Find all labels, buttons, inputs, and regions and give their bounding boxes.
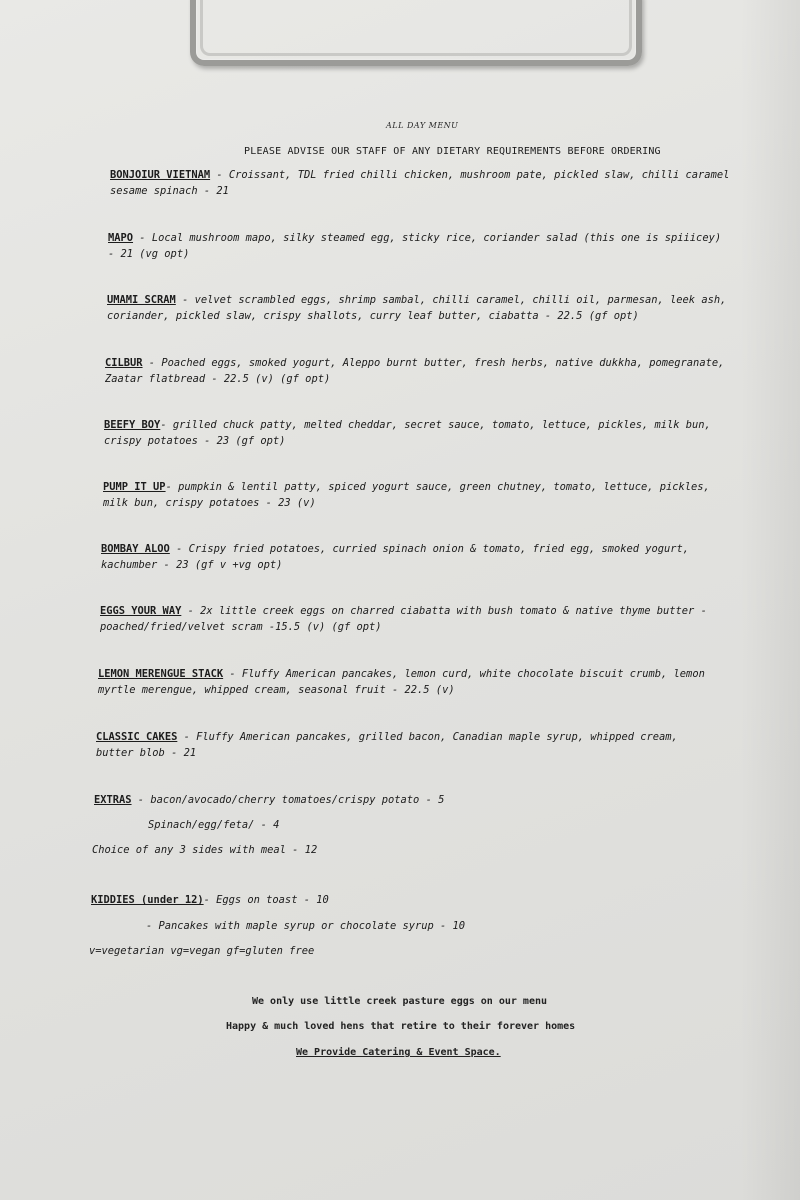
extras-sides: Choice of any 3 sides with meal - 12 — [92, 844, 318, 856]
menu-item-name: EGGS YOUR WAY — [100, 605, 182, 617]
menu-item-desc: Fluffy American pancakes, lemon curd, white chocolate biscuit crumb, lemon myrtle merengue, whipped cream, seasonal fruit - 22.5 (v) — [98, 668, 705, 696]
extras-heading: EXTRAS — [94, 794, 132, 806]
kiddies-second: - Pancakes with maple syrup or chocolate syrup - 10 — [146, 920, 466, 932]
menu-item-name: UMAMI SCRAM — [107, 294, 176, 306]
dietary-advisory: PLEASE ADVISE OUR STAFF OF ANY DIETARY REQUIREMENTS BEFORE ORDERING — [244, 146, 661, 157]
menu-item-name: BONJOIUR VIETNAM — [110, 169, 211, 181]
menu-item-name: BEEFY BOY — [104, 419, 161, 431]
menu-item: MAPO - Local mushroom mapo, silky steamed egg, sticky rice, coriander salad (this one is spiiicey) - 21 (vg opt) — [108, 232, 722, 260]
extras-second: Spinach/egg/feta/ - 4 — [148, 819, 280, 831]
menu-item-desc: velvet scrambled eggs, shrimp sambal, chilli caramel, chilli oil, parmesan, leek ash, coriander, pickled slaw, crispy shallots, curry leaf butter, ciabatta - 22.5 (gf opt) — [107, 294, 727, 322]
menu-item: PUMP IT UP- pumpkin & lentil patty, spiced yogurt sauce, green chutney, tomato, lettuce, pickles, milk bun, crispy potatoes - 23 (v) — [103, 481, 710, 509]
eggs-note: We only use little creek pasture eggs on our menu — [252, 996, 548, 1007]
menu-item-name: MAPO — [108, 232, 134, 244]
menu-item: EGGS YOUR WAY - 2x little creek eggs on charred ciabatta with bush tomato & native thyme butter - poached/fried/velvet scram -15.5 (v) (gf opt) — [100, 605, 707, 633]
menu-item-desc: grilled chuck patty, melted cheddar, secret sauce, tomato, lettuce, pickles, milk bun, crispy potatoes - 23 (gf opt) — [104, 419, 711, 447]
menu-item: CILBUR - Poached eggs, smoked yogurt, Aleppo burnt butter, fresh herbs, native dukkha, pomegranate, Zaatar flatbread - 22.5 (v) (gf opt) — [105, 357, 725, 385]
menu-item-desc: Poached eggs, smoked yogurt, Aleppo burnt butter, fresh herbs, native dukkha, pomegranate, Zaatar flatbread - 22.5 (v) (gf opt) — [105, 357, 725, 385]
menu-item: CLASSIC CAKES - Fluffy American pancakes, grilled bacon, Canadian maple syrup, whipped cream, butter blob - 21 — [96, 731, 678, 759]
menu-item-desc: 2x little creek eggs on charred ciabatta with bush tomato & native thyme butter - poached/fried/velvet scram -15.5 (v) (gf opt) — [100, 605, 707, 633]
menu-item-name: CILBUR — [105, 357, 143, 369]
menu-title: ALL DAY MENU — [386, 121, 459, 130]
menu-item: UMAMI SCRAM - velvet scrambled eggs, shrimp sambal, chilli caramel, chilli oil, parmesan, leek ash, coriander, pickled slaw, crispy shallots, curry leaf butter, ciabatta - 22.5 (gf opt) — [107, 294, 727, 322]
dietary-legend: v=vegetarian vg=vegan gf=gluten free — [89, 945, 315, 957]
menu-item-desc: Fluffy American pancakes, grilled bacon, Canadian maple syrup, whipped cream, butter blob - 21 — [96, 731, 678, 759]
kiddies-heading: KIDDIES (under 12) — [91, 894, 204, 906]
extras-first: - bacon/avocado/cherry tomatoes/crispy potato - 5 — [131, 794, 445, 806]
menu-item: LEMON MERENGUE STACK - Fluffy American pancakes, lemon curd, white chocolate biscuit crumb, lemon myrtle merengue, whipped cream, seasonal fruit - 22.5 (v) — [98, 668, 705, 696]
menu-item-name: CLASSIC CAKES — [96, 731, 178, 743]
menu-item: BEEFY BOY- grilled chuck patty, melted cheddar, secret sauce, tomato, lettuce, pickles, milk bun, crispy potatoes - 23 (gf opt) — [104, 419, 711, 447]
catering-note: We Provide Catering & Event Space. — [296, 1047, 501, 1058]
menu-item: BONJOIUR VIETNAM - Croissant, TDL fried chilli chicken, mushroom pate, pickled slaw, chilli caramel sesame spinach - 21 — [110, 169, 730, 197]
menu-item-name: BOMBAY ALOO — [101, 543, 170, 555]
menu-item-desc: pumpkin & lentil patty, spiced yogurt sauce, green chutney, tomato, lettuce, pickles, milk bun, crispy potatoes - 23 (v) — [103, 481, 710, 509]
clipboard-clip-inner — [200, 0, 632, 56]
kiddies-first: - Eggs on toast - 10 — [203, 894, 329, 906]
menu-item-desc: Crispy fried potatoes, curried spinach onion & tomato, fried egg, smoked yogurt, kachumber - 23 (gf v +vg opt) — [101, 543, 690, 571]
menu-item-name: PUMP IT UP — [103, 481, 166, 493]
paper-shadow — [740, 0, 800, 1200]
menu-item: BOMBAY ALOO - Crispy fried potatoes, curried spinach onion & tomato, fried egg, smoked yogurt, kachumber - 23 (gf v +vg opt) — [101, 543, 690, 571]
menu-item-desc: Local mushroom mapo, silky steamed egg, sticky rice, coriander salad (this one is spiiicey) - 21 (vg opt) — [108, 232, 722, 260]
menu-item-desc: Croissant, TDL fried chilli chicken, mushroom pate, pickled slaw, chilli caramel sesame spinach - 21 — [110, 169, 730, 197]
hens-note: Happy & much loved hens that retire to their forever homes — [226, 1021, 576, 1032]
kiddies-line — [91, 892, 329, 908]
extras-line — [94, 792, 444, 808]
menu-item-name: LEMON MERENGUE STACK — [98, 668, 224, 680]
